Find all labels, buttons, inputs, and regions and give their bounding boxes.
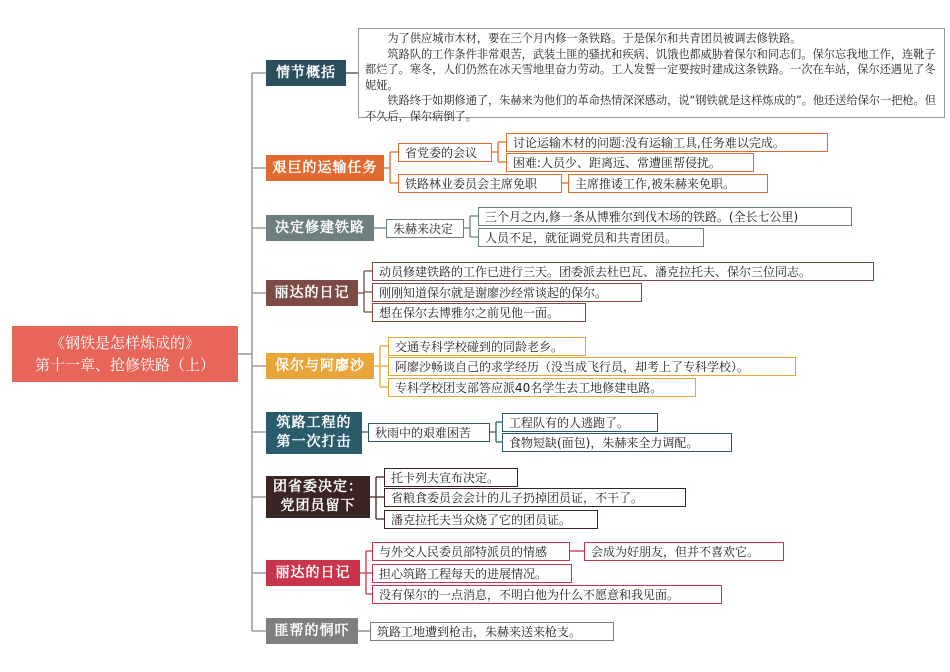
node-alyosha-item: 专科学校团支部答应派40名学生去工地修建电路。 <box>388 378 696 397</box>
branch-label-line2: 党团员留下 <box>280 498 356 514</box>
node-alyosha-item: 阿廖沙畅谈自己的求学经历（没当成飞行员，却考上了专科学校）。 <box>388 357 796 376</box>
node-chairman-dismissed: 铁路林业委员会主席免职 <box>398 174 562 193</box>
node-zhuhelai-decision: 朱赫来决定 <box>386 219 464 238</box>
branch-paul-alyosha <box>266 353 374 379</box>
branch-label: 丽达的日记 <box>275 564 351 581</box>
node-workers-fled: 工程队有的人逃跑了。 <box>502 413 658 432</box>
node-diary-item: 没有保尔的一点消息，不明白他为什么不愿意和我见面。 <box>372 585 722 604</box>
node-party-meeting: 省党委的会议 <box>398 143 492 162</box>
branch-bandit-threat <box>266 618 358 644</box>
node-gunfire: 筑路工地遭到枪击，朱赫来送来枪支。 <box>370 622 614 641</box>
node-decision-item: 省粮食委员会会计的儿子扔掉团员证，不干了。 <box>384 488 686 507</box>
branch-label: 情节概括 <box>276 64 336 81</box>
branch-decide-railway <box>266 215 374 241</box>
root-title-line2: 第十一章、抢修铁路（上） <box>34 356 215 374</box>
branch-rita-diary-2 <box>266 560 360 586</box>
branch-label: 丽达的日记 <box>274 284 350 301</box>
branch-rita-diary-1 <box>266 280 358 306</box>
node-diary-item: 刚刚知道保尔就是谢廖沙经常谈起的保尔。 <box>372 283 642 302</box>
node-decision-item: 潘克拉托夫当众烧了它的团员证。 <box>384 510 598 529</box>
node-meeting-discussion: 讨论运输木材的问题:没有运输工具,任务难以完成。 <box>506 133 828 152</box>
node-chairman-detail: 主席推诿工作,被朱赫来免职。 <box>568 174 768 193</box>
branch-label: 保尔与阿廖沙 <box>275 357 365 374</box>
branch-committee-decision <box>266 476 370 518</box>
summary-paragraph: 为了供应城市木材，要在三个月内修一条铁路。于是保尔和共青团员被调去修铁路。 <box>387 32 802 45</box>
node-autumn-rain: 秋雨中的艰难困苦 <box>368 423 490 442</box>
node-envoy-detail: 会成为好朋友，但并不喜欢它。 <box>584 542 784 561</box>
node-diary-item: 动员修建铁路的工作已进行三天。团委派去杜巴瓦、潘克拉托夫、保尔三位同志。 <box>372 262 874 281</box>
branch-transport-task <box>266 155 384 181</box>
branch-label: 艰巨的运输任务 <box>272 159 378 176</box>
branch-label-line1: 筑路工程的 <box>276 415 352 431</box>
summary-paragraph: 铁路终于如期修通了，朱赫来为他们的革命热情深深感动，说“钢铁就是这样炼成的”。他还送给保尔一把枪。但不久后，保尔病倒了。 <box>365 94 936 123</box>
branch-label: 决定修建铁路 <box>275 219 365 236</box>
node-three-months: 三个月之内,修一条从博雅尔到伐木场的铁路。(全长七公里) <box>478 207 852 226</box>
branch-label: 匪帮的恫吓 <box>274 622 350 639</box>
node-food-shortage: 食物短缺(面包)，朱赫来全力调配。 <box>502 433 732 452</box>
node-alyosha-item: 交通专科学校碰到的同龄老乡。 <box>388 337 586 356</box>
node-diary-item: 担心筑路工程每天的进展情况。 <box>372 564 572 583</box>
branch-label-line1: 团省委决定： <box>273 479 363 495</box>
branch-plot-summary <box>266 60 346 86</box>
summary-paragraph: 筑路队的工作条件非常艰苦，武装土匪的骚扰和疾病、饥饿也都威胁着保尔和同志们。保尔忘我地工作，连靴子都烂了。寒冬，人们仍然在冰天雪地里奋力劳动。工人发誓一定要按时建成这条铁路。一次在车站，保尔还遇见了冬妮娅。 <box>365 47 936 92</box>
root-topic <box>12 326 238 382</box>
node-meeting-difficulty: 困难:人员少、距离远、常遭匪帮侵扰。 <box>506 153 754 172</box>
branch-label-line2: 第一次打击 <box>276 434 352 450</box>
plot-summary-box <box>358 28 945 123</box>
root-title-line1: 《钢铁是怎样炼成的》 <box>49 334 200 352</box>
node-decision-item: 托卡列夫宣布决定。 <box>384 468 518 487</box>
node-diary-item: 想在保尔去博雅尔之前见他一面。 <box>372 303 586 322</box>
node-insufficient-staff: 人员不足，就征调党员和共青团员。 <box>478 228 704 247</box>
node-envoy-feelings: 与外交人民委员部特派员的情感 <box>372 542 570 561</box>
branch-first-blow <box>266 412 362 454</box>
